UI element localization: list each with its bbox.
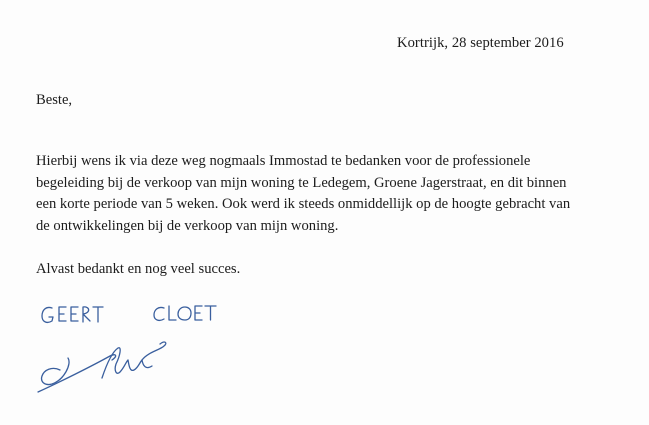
signature-stroke bbox=[102, 348, 152, 378]
date-line: Kortrijk, 28 september 2016 bbox=[397, 35, 564, 51]
body-line: Hierbij wens ik via deze weg nogmaals Immostad te bedanken voor de professionele bbox=[36, 153, 531, 169]
signature-letter-r bbox=[83, 307, 90, 322]
signature-drawing bbox=[30, 300, 240, 405]
body-line: begeleiding bij de verkoop van mijn woning te Ledegem, Groene Jagerstraat, en dit binnen bbox=[36, 174, 567, 191]
signature-letter-c bbox=[154, 307, 164, 320]
signature-letter-e bbox=[195, 306, 202, 320]
handwritten-signature bbox=[30, 300, 240, 405]
signature-letter-o bbox=[178, 307, 191, 320]
signature-loop bbox=[42, 358, 69, 385]
body-line: een korte periode van 5 weken. Ook werd ik steeds onmiddellijk op de hoogte gebracht van bbox=[36, 196, 571, 213]
letter-body bbox=[36, 151, 636, 237]
signature-letter-e bbox=[71, 307, 78, 321]
signature-letter-t bbox=[205, 306, 216, 320]
signature-letter-g bbox=[42, 307, 53, 322]
signature-letter-e bbox=[59, 307, 66, 321]
signature-letter-l bbox=[169, 306, 176, 320]
closing-line: Alvast bedankt en nog veel succes. bbox=[36, 261, 241, 277]
greeting: Beste, bbox=[36, 92, 73, 108]
signature-letter-t bbox=[93, 307, 103, 322]
signature-tail bbox=[142, 342, 166, 360]
body-line: de ontwikkelingen bij de verkoop van mijn woning. bbox=[36, 217, 339, 234]
